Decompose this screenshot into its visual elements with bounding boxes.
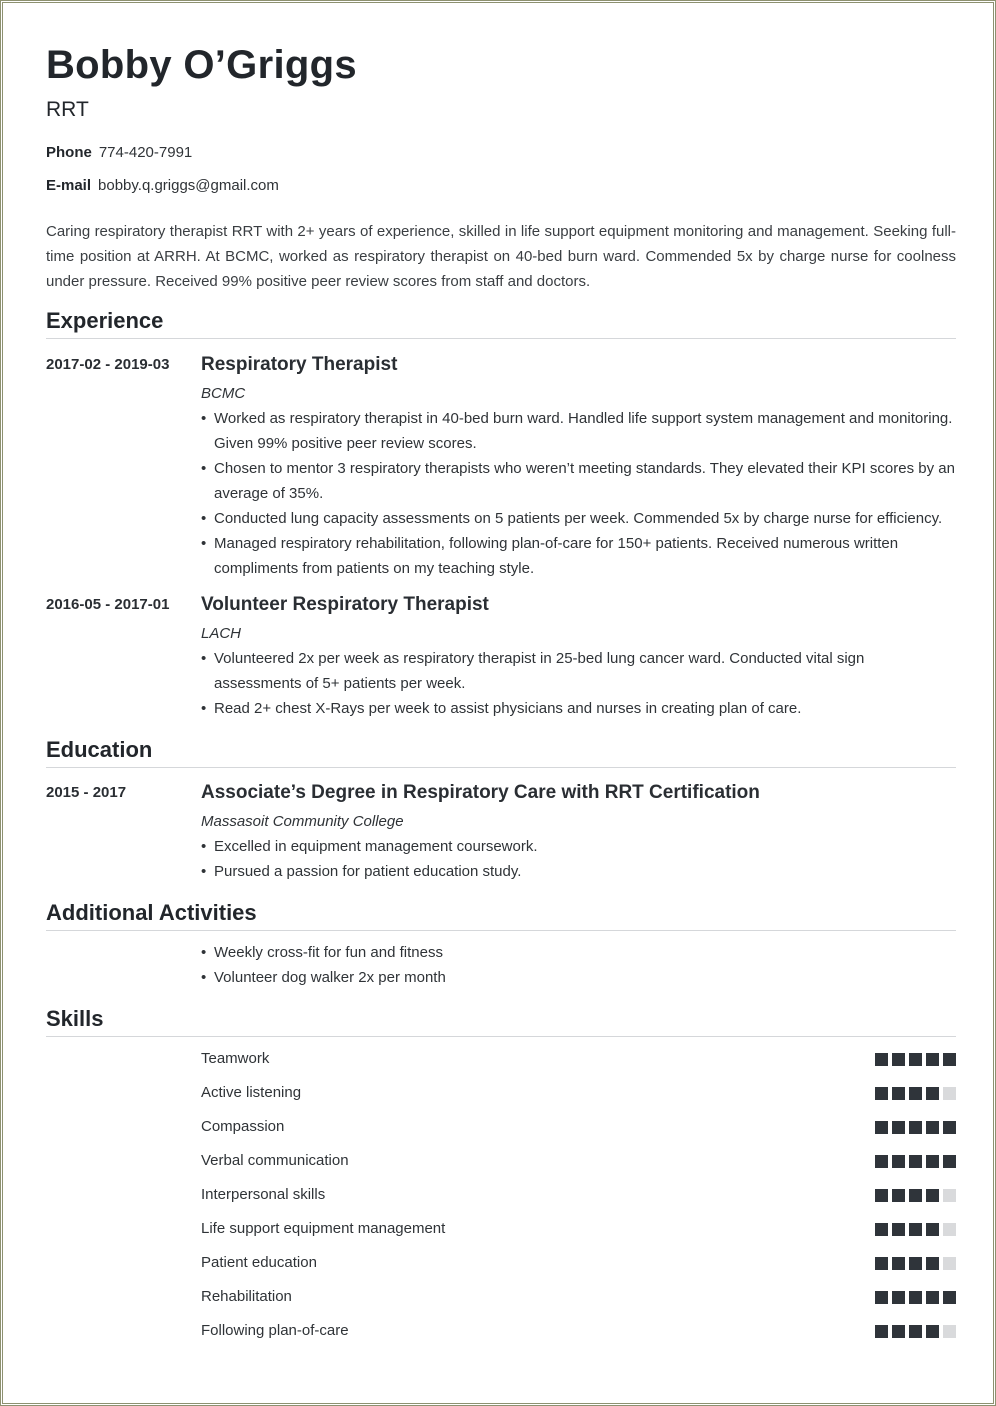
- education-school: Massasoit Community College: [201, 813, 404, 830]
- candidate-title: RRT: [46, 98, 89, 121]
- skill-dot-empty: [943, 1223, 956, 1236]
- job-role: Volunteer Respiratory Therapist: [201, 594, 489, 615]
- skill-level-meter: [871, 1053, 956, 1066]
- skill-dot-empty: [943, 1087, 956, 1100]
- skill-dot-filled: [892, 1223, 905, 1236]
- skill-dot-filled: [926, 1291, 939, 1304]
- skill-dot-filled: [875, 1053, 888, 1066]
- education-heading: Education: [46, 737, 956, 768]
- skill-dot-filled: [875, 1257, 888, 1270]
- skill-dot-filled: [892, 1053, 905, 1066]
- skill-name: Interpersonal skills: [201, 1186, 326, 1203]
- job-dates: 2017-02 - 2019-03: [46, 356, 170, 373]
- activity-bullet: • Weekly cross-fit for fun and fitness: [201, 940, 956, 965]
- email-row: [46, 177, 279, 194]
- skill-dot-filled: [926, 1257, 939, 1270]
- job-role: Respiratory Therapist: [201, 354, 398, 375]
- candidate-name: Bobby O’Griggs: [46, 43, 357, 87]
- activity-bullet: • Volunteer dog walker 2x per month: [201, 965, 956, 990]
- skill-level-meter: [871, 1325, 956, 1338]
- skill-dot-filled: [926, 1053, 939, 1066]
- skill-row: [201, 1220, 956, 1240]
- skill-level-meter: [871, 1189, 956, 1202]
- skill-level-meter: [871, 1291, 956, 1304]
- skill-dot-filled: [875, 1291, 888, 1304]
- skill-name: Verbal communication: [201, 1152, 349, 1169]
- skill-dot-filled: [875, 1087, 888, 1100]
- skill-dot-filled: [909, 1189, 922, 1202]
- skill-row: [201, 1254, 956, 1274]
- skill-row: [201, 1288, 956, 1308]
- skill-dot-filled: [892, 1325, 905, 1338]
- skill-row: [201, 1152, 956, 1172]
- skill-dot-filled: [943, 1155, 956, 1168]
- skill-row: [201, 1186, 956, 1206]
- job-bullet: • Chosen to mentor 3 respiratory therapists who weren’t meeting standards. They elevated their KPI scores by an average of 35%.: [201, 456, 956, 506]
- experience-heading: Experience: [46, 308, 956, 339]
- skill-dot-filled: [875, 1223, 888, 1236]
- job-bullet: • Worked as respiratory therapist in 40-bed burn ward. Handled life support system management and monitoring. Given 99% positive peer review scores.: [201, 406, 956, 456]
- skill-dot-filled: [909, 1121, 922, 1134]
- skill-dot-filled: [875, 1325, 888, 1338]
- skill-row: [201, 1050, 956, 1070]
- skill-name: Life support equipment management: [201, 1220, 446, 1237]
- skill-dot-filled: [892, 1121, 905, 1134]
- skill-dot-filled: [909, 1053, 922, 1066]
- skill-level-meter: [871, 1087, 956, 1100]
- skill-dot-filled: [926, 1087, 939, 1100]
- skill-dot-filled: [909, 1155, 922, 1168]
- skill-dot-filled: [943, 1053, 956, 1066]
- skill-name: Patient education: [201, 1254, 317, 1271]
- education-bullets: [201, 834, 956, 884]
- skill-name: Rehabilitation: [201, 1288, 292, 1305]
- skill-level-meter: [871, 1223, 956, 1236]
- skill-dot-empty: [943, 1257, 956, 1270]
- skill-dot-filled: [943, 1291, 956, 1304]
- skill-name: Teamwork: [201, 1050, 270, 1067]
- skill-dot-empty: [943, 1189, 956, 1202]
- job-bullet: • Read 2+ chest X-Rays per week to assist physicians and nurses in creating plan of care.: [201, 696, 956, 721]
- skill-dot-filled: [926, 1189, 939, 1202]
- skill-dot-filled: [892, 1291, 905, 1304]
- summary-paragraph: Caring respiratory therapist RRT with 2+ years of experience, skilled in life support equipment monitoring and management. Seeking full-time position at ARRH. At BCMC, worked as respiratory therapist on 40-bed burn ward. Commended 5x by charge nurse for coolness under pressure. Received 99% positive peer review scores from staff and doctors.: [46, 223, 956, 290]
- phone-value: 774-420-7991: [98, 144, 193, 161]
- skill-level-meter: [871, 1121, 956, 1134]
- skill-name: Compassion: [201, 1118, 285, 1135]
- skill-name: Following plan-of-care: [201, 1322, 349, 1339]
- email-value: bobby.q.griggs@gmail.com: [98, 177, 279, 194]
- job-bullet: • Managed respiratory rehabilitation, following plan-of-care for 150+ patients. Received numerous written compliments from patients on my teaching style.: [201, 531, 956, 581]
- job-organization: BCMC: [201, 385, 246, 402]
- education-bullet: • Excelled in equipment management coursework.: [201, 834, 956, 859]
- activities-bullets: [201, 940, 956, 990]
- skill-dot-filled: [875, 1155, 888, 1168]
- skill-level-meter: [871, 1257, 956, 1270]
- skill-dot-filled: [875, 1189, 888, 1202]
- skill-dot-filled: [909, 1087, 922, 1100]
- job-bullet: • Conducted lung capacity assessments on 5 patients per week. Commended 5x by charge nurse for efficiency.: [201, 506, 956, 531]
- job-dates: 2016-05 - 2017-01: [46, 596, 170, 613]
- education-bullet: • Pursued a passion for patient education study.: [201, 859, 956, 884]
- skill-dot-filled: [926, 1155, 939, 1168]
- job-bullet: • Volunteered 2x per week as respiratory therapist in 25-bed lung cancer ward. Conducted vital sign assessments of 5+ patients per week.: [201, 646, 956, 696]
- skill-name: Active listening: [201, 1084, 302, 1101]
- skill-dot-filled: [926, 1325, 939, 1338]
- skill-dot-filled: [926, 1223, 939, 1236]
- skill-dot-empty: [943, 1325, 956, 1338]
- skill-dot-filled: [909, 1257, 922, 1270]
- education-dates: 2015 - 2017: [46, 784, 127, 801]
- skill-dot-filled: [909, 1223, 922, 1236]
- skill-row: [201, 1084, 956, 1104]
- skill-dot-filled: [909, 1291, 922, 1304]
- phone-row: [46, 144, 192, 161]
- skill-dot-filled: [892, 1189, 905, 1202]
- skill-dot-filled: [892, 1155, 905, 1168]
- skill-dot-filled: [943, 1121, 956, 1134]
- phone-label: Phone: [46, 144, 92, 161]
- skill-dot-filled: [909, 1325, 922, 1338]
- skill-row: [201, 1322, 956, 1342]
- job-organization: LACH: [201, 625, 242, 642]
- job-bullets: [201, 646, 956, 721]
- skill-dot-filled: [892, 1257, 905, 1270]
- job-bullets: [201, 406, 956, 581]
- skill-dot-filled: [875, 1121, 888, 1134]
- education-degree: Associate’s Degree in Respiratory Care with RRT Certification: [201, 782, 760, 803]
- skill-dot-filled: [892, 1087, 905, 1100]
- activities-heading: Additional Activities: [46, 900, 956, 931]
- email-label: E-mail: [46, 177, 92, 194]
- skill-row: [201, 1118, 956, 1138]
- skills-heading: Skills: [46, 1006, 956, 1037]
- skill-level-meter: [871, 1155, 956, 1168]
- skill-dot-filled: [926, 1121, 939, 1134]
